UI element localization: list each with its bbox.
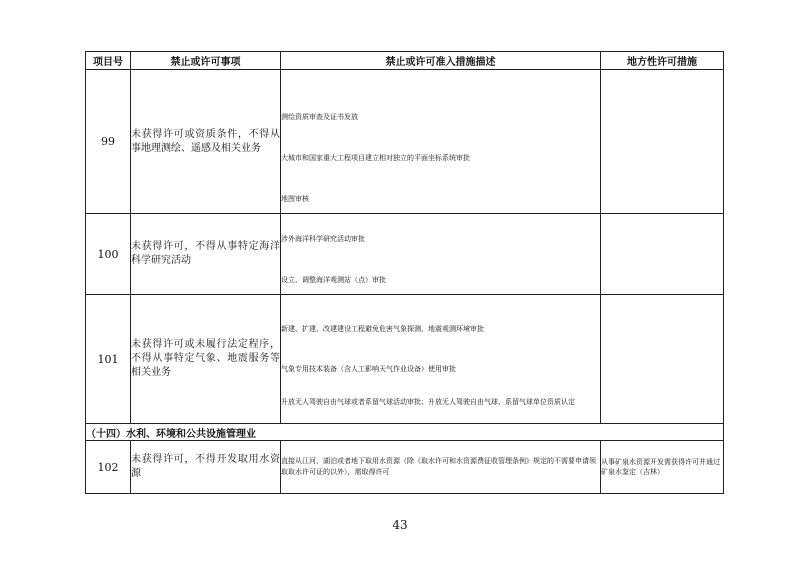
item-text: 未获得许可，不得从事特定海洋科学研究活动 bbox=[131, 214, 281, 295]
measure-text: 升放无人驾驶自由气球或者系留气球活动审批；升放无人驾驶自由气球、系留气球单位资质认定 bbox=[281, 397, 575, 406]
measure-cell bbox=[281, 214, 601, 295]
item-number: 100 bbox=[86, 214, 131, 295]
header-local-measures: 地方性许可措施 bbox=[601, 52, 724, 70]
header-item: 禁止或许可事项 bbox=[131, 52, 281, 70]
measure-cell bbox=[281, 441, 601, 494]
page-number: 43 bbox=[392, 518, 408, 532]
item-number: 101 bbox=[86, 295, 131, 424]
measure-text: 设立、调整海洋观测站（点）审批 bbox=[281, 276, 386, 284]
measure-text: 气象专用技术装备（含人工影响天气作业设备）使用审批 bbox=[281, 364, 456, 373]
measure-text: 涉外海洋科学研究活动审批 bbox=[281, 235, 365, 243]
measure-text: 大城市和国家重大工程项目建立相对独立的平面坐标系统审批 bbox=[281, 154, 470, 162]
item-text: 未获得许可或未履行法定程序，不得从事特定气象、地震服务等相关业务 bbox=[131, 295, 281, 424]
header-row bbox=[86, 52, 724, 70]
item-text: 未获得许可，不得开发取用水资源 bbox=[131, 441, 281, 494]
table-row bbox=[86, 70, 724, 214]
item-text: 未获得许可或资质条件，不得从事地理测绘、遥感及相关业务 bbox=[131, 70, 281, 214]
measure-text: 直接从江河、湖泊或者地下取用水资源（除《取水许可和水资源费征收管理条例》规定的不需要申请领取取水许可证的以外），需取得许可 bbox=[281, 457, 596, 476]
table-row bbox=[86, 295, 724, 424]
header-description: 禁止或许可准入措施描述 bbox=[281, 52, 601, 70]
measure-cell bbox=[281, 70, 601, 214]
item-number: 99 bbox=[86, 70, 131, 214]
measure-cell bbox=[281, 295, 601, 424]
section-title: （十四）水利、环境和公共设施管理业 bbox=[86, 424, 724, 441]
local-measure bbox=[601, 295, 724, 424]
table-row bbox=[86, 441, 724, 494]
measure-text: 新建、扩建、改建建设工程避免危害气象探测、地震观测环境审批 bbox=[281, 324, 484, 333]
table-row bbox=[86, 214, 724, 295]
regulation-table bbox=[85, 51, 724, 494]
header-item-no: 项目号 bbox=[86, 52, 131, 70]
item-number: 102 bbox=[86, 441, 131, 494]
section-row bbox=[86, 424, 724, 441]
measure-text: 测绘资质审查及证书发放 bbox=[281, 113, 358, 121]
local-measure bbox=[601, 70, 724, 214]
local-measure bbox=[601, 214, 724, 295]
local-measure: 从事矿泉水资源开发需获得许可并通过矿泉水鉴定（吉林） bbox=[601, 441, 724, 494]
measure-text: 地图审核 bbox=[281, 195, 309, 203]
